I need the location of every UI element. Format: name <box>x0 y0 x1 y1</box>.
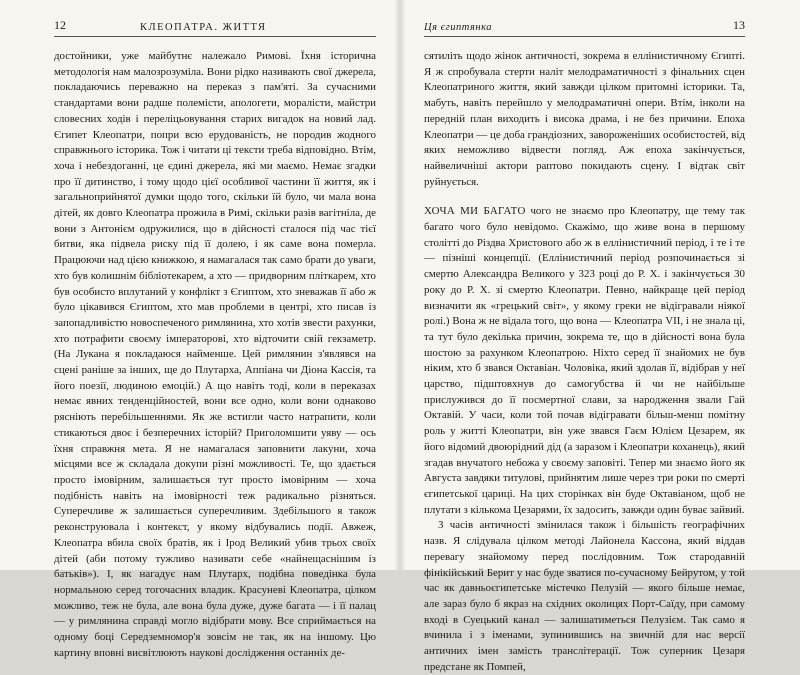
page-number: 13 <box>733 18 745 32</box>
page-number: 12 <box>54 18 66 32</box>
paragraph-initial: 3 <box>438 519 444 532</box>
paragraph-text: часів античності змінилася також і більшість географічних назв. Я слідувала цілком методі Лайонела Кассона, який віддав перевагу знайомому перед послідовним. Тож стародавній фінікійський Берит у нас буде зватися по-сучасному Бейрутом, у той час як давньоєгипетське містечко Пелузій — якого більше немає, але зараз було б якраз на східних околицях Порт-Саїду, при самому вході в Суецький канал — залишатиметься Пелузієм. Так само я вчинила і з іменами, зупинившись на звичній для нас версії античних імен замість транслітерації. Тож суперник Цезаря предстане як Помпей, <box>424 519 745 673</box>
running-title: КЛЕОПАТРА. ЖИТТЯ <box>140 22 267 33</box>
left-page-header <box>54 18 376 37</box>
body-paragraph <box>424 518 745 675</box>
paragraph-text: чого не знаємо про Клеопатру, ще тему так багато чого було невідомо. Скажімо, що живе вона в першому столітті до Різдва Христового або ж в еллінистичний період, і те і те — пізніші концепції. (Еллінистичний період розпочинається зі смертю Александра Великого у 323 році до Р. Х. і закінчується 30 року до Р. Х. зі смертю Клеопатри. Певно, найкраще цей період визначити як «грецький світ», у якому греки не відігравали ніякої ролі.) Вона ж не відала того, що вона — Клеопатра VII, і не знала ці, та тут було декілька причин, зокрема те, що в дійсності вона була шостою за рахунком Клеопатрою. Ніхто серед її знайомих не був ніким, хто б звався Октавіан. Чоловіка, який здолав її, відібрав у неї царство, підштовхнув до самогубства й чи не найбільше прислужився до її посмертної слави, за народження звали Гай Октавій. У часи, коли той почав відігравати більш-менш помітну роль у житті Клеопатри, він уже звався Гаєм Юлієм Цезарем, як його відомий двоюрідний дід (а заразом і Клеопатри коханець), який згадав внучатого небожа у своєму заповіті. Тепер ми знаємо його як Августа завдяки титулові, прийнятим лише через три роки по смерті єгипетської цариці. На цих сторінках він буде Октавіаном, щоб не плутати з кількома Цезарями, їх задосить, завжди один буває зайвий. <box>424 205 745 516</box>
left-page <box>0 0 400 659</box>
right-page-header <box>424 18 745 37</box>
body-paragraph: достойники, уже майбутнє належало Римові. Їхня історична методологія нам малозрозуміла. Вони рідко називають свої джерела, покладаючись переважно на переказ з пам'яті. За сучасними стандартами вони радше полемісти, апологети, моралісти, майстри словесних ходів і переліцьовування старих вигадок на новий лад. Єгипет Клеопатри, попри всю ерудованість, не породив жодного справжнього історика. Тож і читати ці тексти треба відповідно. Втім, хоча і небездоганні, це єдині джерела, які ми маємо. Немає згадки про її дитинство, і тому щодо цієї особливої частини її життя, як і загальноприйнятої думки щодо того, скільки їй було, чи мала вона дітей, як довго Клеопатра прожила в Римі, скільки разів вагітніла, де вони з Антонієм одружилися, що в дійсності сталося під час тієї битви, яка підвела риску під її долею, і як саме вона померла. Працюючи над цією книжкою, я намагалася так само брати до уваги, хто був колишнім бібліотекарем, а хто — придворним пліткарем, хто був особисто вплутаний у конфлікт з Єгиптом, хто зневажав її або ж було цікавився Єгиптом, хто мав проблеми в центрі, хто писав із запопадливістю новоспеченого римлянина, хто хотів звести рахунки, хто потрафити своєму імператорові, хто відточити свій гекзаметр. (На Лукана я покладаюся найменше. Цей римлянин з'являвся на сцені раніше за інших, ще до Плутарха, Аппіана чи Діона Кассія, та його поезії, людиною емоцій.) А що навіть тоді, коли в переказах немає явних тенденційностей, вони все одно, коли вони однаково рясніють перебільшеннями. Як же встигли часто натрапити, коли стикаються двоє і безперечних історій? Приголомшити уяву — ось їхня справжня мета. Я не намагалася заповнити лакуни, хоча місцями все ж складала докупи різні можливості. Те, що здається просто імовірним, залишається тут просто імовірним — хоча подібність навіть на імовірності теж радикально різняться. Суперечливе ж залишається суперечливим. Здебільшого я також реконструювала і контекст, у якому відбувались події. Авжеж, Клеопатра вбила своїх братів, як і Ірод Великий убив трьох своїх дітей (аби потому тужливо називати себе «найнещаснішим із батьків»). І, як нагадує нам Плутарх, подібна поведінка була нормальною серед тогочасних владик. Красуневі Клеопатра, цілком можливо, теж не була, але вона була дуже, дуже багата — і її палац — у римлянина справді могло відібрати мову. Все сприймається на одному боці Середземномор'я зовсім не так, як на іншому. Цю картину вповні висвітлюють наукові дослідження останніх де- <box>54 50 376 659</box>
section-lead-in: ХОЧА МИ БАГАТО <box>424 205 526 218</box>
section-break <box>424 190 745 204</box>
right-page <box>400 0 800 673</box>
body-paragraph <box>424 204 745 518</box>
right-page-body <box>424 49 745 675</box>
running-title: Ця єгиптянка <box>424 22 492 33</box>
body-paragraph: сятиліть щодо жінок античності, зокрема в еллінистичному Єгипті. Я ж спробувала стерти наліт мелодраматичності з фінальних сцен Клеопатриного життя, який завжди цілком притомні історики. Та, мабуть, навіть перейшло у мелодраматичні опери. Втім, інколи на передній план виходить і висока драма, і не без причини. Епоха Клеопатри — це доба грандіозних, завороженіших особистостей, від яких неможливо відвести погляд. Аж епоха закінчується, найвеличніші актори раптово покидають сцену. І відтак світ руйнується. <box>424 50 745 188</box>
left-page-body <box>54 49 376 661</box>
